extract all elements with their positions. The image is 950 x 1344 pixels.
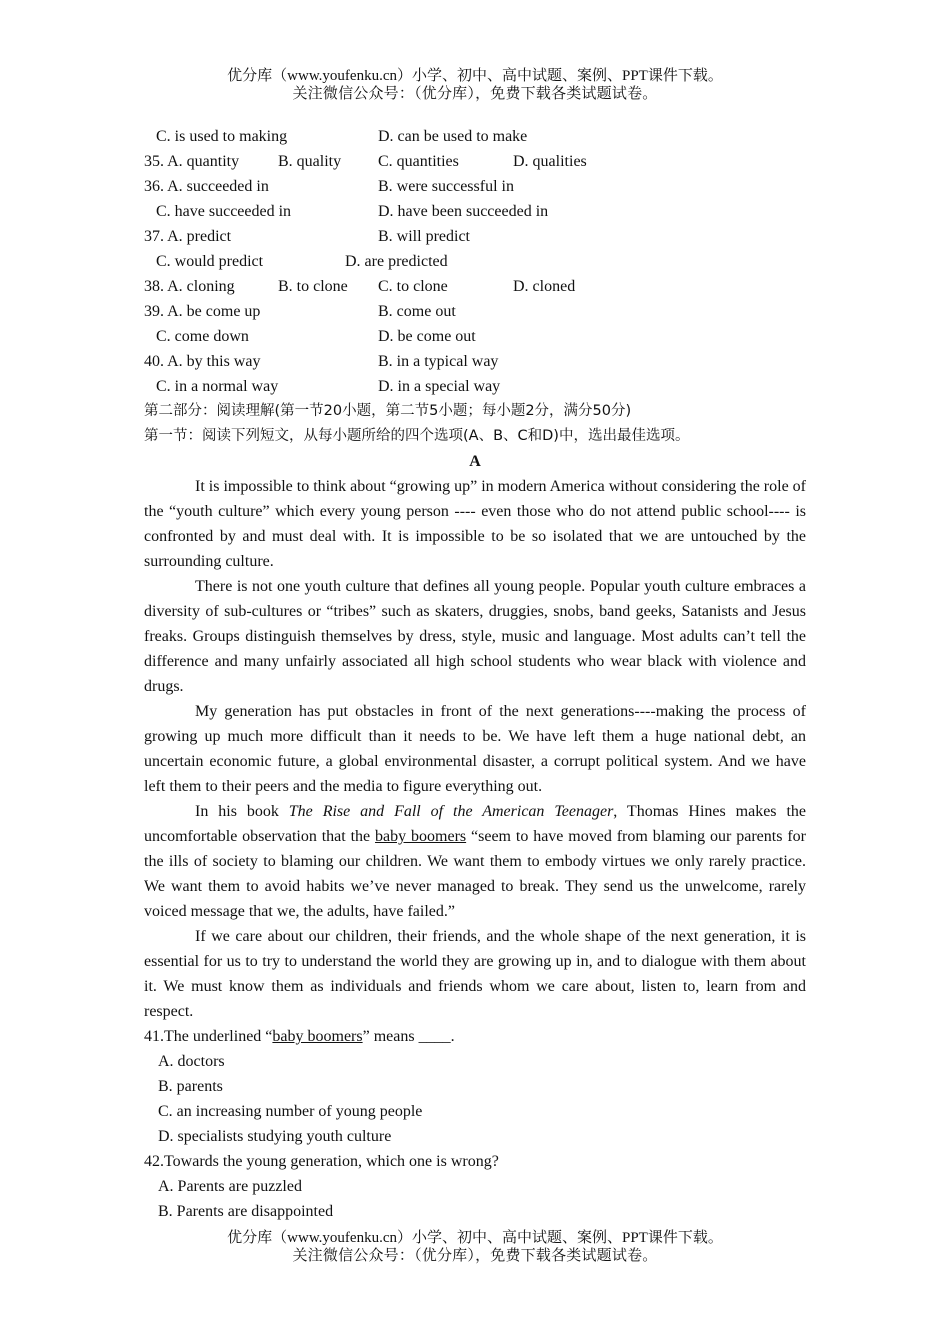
q42-stem: 42.Towards the young generation, which one is wrong? (144, 1153, 499, 1170)
q36-options-cd (144, 199, 806, 224)
q39-options-cd (144, 324, 806, 349)
q40-option-a: 40. A. by this way (144, 353, 261, 370)
q36-options-ab (144, 174, 806, 199)
passage-paragraph-3: My generation has put obstacles in front of the next generations----making the process of growing up much more difficult than it needs to be. We have left them a huge national debt, an uncertain economic future, a global environmental disaster, a corrupt political system. And we have left them to their peers and the media to figure everything out. (144, 703, 806, 795)
q34-options-cd (144, 124, 806, 149)
page-header (0, 67, 950, 103)
q36-option-c: C. have succeeded in (156, 203, 292, 220)
q37-option-c: C. would predict (156, 253, 264, 270)
q35-options (144, 149, 806, 174)
q37-option-b: B. will predict (378, 228, 470, 245)
q41-option-b: B. parents (158, 1078, 223, 1095)
q41-option-c: C. an increasing number of young people (158, 1103, 423, 1120)
p4-quote: “seem to have moved from blaming our parents for the ills of society to blaming our children. We want them to embody virtues we only rarely practice. We want them to avoid habits we’ve never managed to break. They send us the unwelcome, rarely voiced message that we, the adults, have failed.” (144, 828, 806, 920)
q38-option-b: B. to clone (278, 278, 348, 295)
page-footer (0, 1229, 950, 1265)
q36-option-a: 36. A. succeeded in (144, 178, 269, 195)
q41-option-a: A. doctors (158, 1053, 225, 1070)
q40-option-c: C. in a normal way (156, 378, 279, 395)
q38-option-c: C. to clone (378, 278, 448, 295)
q41-option-d: D. specialists studying youth culture (158, 1128, 392, 1145)
underlined-term: baby boomers (375, 828, 467, 845)
q37-option-d: D. are predicted (345, 253, 448, 270)
q35-option-b: B. quality (278, 153, 342, 170)
header-line-2: 关注微信公众号：（优分库），免费下载各类试题试卷。 (292, 86, 658, 102)
book-title: The Rise and Fall of the American Teenager (288, 803, 614, 820)
passage-paragraph-4 (144, 799, 806, 924)
document-body (144, 124, 806, 1224)
q41-underlined-term: baby boomers (272, 1028, 363, 1045)
q36-option-b: B. were successful in (378, 178, 514, 195)
section-2-part-1-instruction: 第一节：阅读下列短文，从每小题所给的四个选项(A、B、C和D)中，选出最佳选项。 (144, 428, 690, 444)
q37-options-ab (144, 224, 806, 249)
q37-option-a: 37. A. predict (144, 228, 232, 245)
q34-option-c: C. is used to making (156, 128, 288, 145)
q40-option-b: B. in a typical way (378, 353, 499, 370)
p4-intro: In his book (195, 803, 289, 820)
footer-line-2: 关注微信公众号：（优分库），免费下载各类试题试卷。 (292, 1248, 658, 1264)
q38-options (144, 274, 806, 299)
q35-option-c: C. quantities (378, 153, 459, 170)
passage-paragraph-1: It is impossible to think about “growing up” in modern America without considering the role of the “youth culture” which every young person ---- even those who do not attend public school---- is confronted by and must deal with. It is impossible to be so isolated that we are untouched by the surrounding culture. (144, 478, 806, 570)
q41-stem-start: 41.The underlined “ (144, 1028, 273, 1045)
q39-option-c: C. come down (156, 328, 249, 345)
footer-line-1: 优分库（www.youfenku.cn）小学、初中、高中试题、案例、PPT课件下载。 (227, 1230, 723, 1246)
q42-option-b: B. Parents are disappointed (158, 1203, 334, 1220)
q39-option-b: B. come out (378, 303, 456, 320)
q40-options-cd (144, 374, 806, 399)
q36-option-d: D. have been succeeded in (378, 203, 549, 220)
q37-options-cd (144, 249, 806, 274)
q38-option-d: D. cloned (513, 278, 576, 295)
q35-option-a: 35. A. quantity (144, 153, 240, 170)
q41-stem (144, 1024, 806, 1049)
q38-option-a: 38. A. cloning (144, 278, 235, 295)
passage-paragraph-5: If we care about our children, their friends, and the whole shape of the next generation, it is essential for us to try to understand the world they are growing up in, and to dialogue with them about it. We must know them as individuals and friends whom we care about, listen to, learn from and respect. (144, 928, 806, 1020)
q39-option-d: D. be come out (378, 328, 476, 345)
q40-options-ab (144, 349, 806, 374)
q40-option-d: D. in a special way (378, 378, 501, 395)
header-line-1: 优分库（www.youfenku.cn）小学、初中、高中试题、案例、PPT课件下载。 (227, 68, 723, 84)
q42-option-a: A. Parents are puzzled (158, 1178, 302, 1195)
section-2-title: 第二部分：阅读理解(第一节20小题，第二节5小题；每小题2分，满分50分) (144, 403, 632, 419)
q34-option-d: D. can be used to make (378, 128, 528, 145)
passage-paragraph-2: There is not one youth culture that defines all young people. Popular youth culture embraces a diversity of sub-cultures or “tribes” such as skaters, druggies, snobs, band geeks, Satanists and Jesus freaks. Groups distinguish themselves by dress, style, music and language. Most adults can’t tell the difference and many unfairly associated all high school students who wear black with violence and drugs. (144, 578, 806, 695)
q35-option-d: D. qualities (513, 153, 587, 170)
p4-middle: , Thomas Hines makes the uncomfortable observation that the (144, 803, 806, 845)
passage-label: A (469, 453, 481, 470)
q41-stem-end: ” means ____. (362, 1028, 455, 1045)
q39-options-ab (144, 299, 806, 324)
q39-option-a: 39. A. be come up (144, 303, 261, 320)
